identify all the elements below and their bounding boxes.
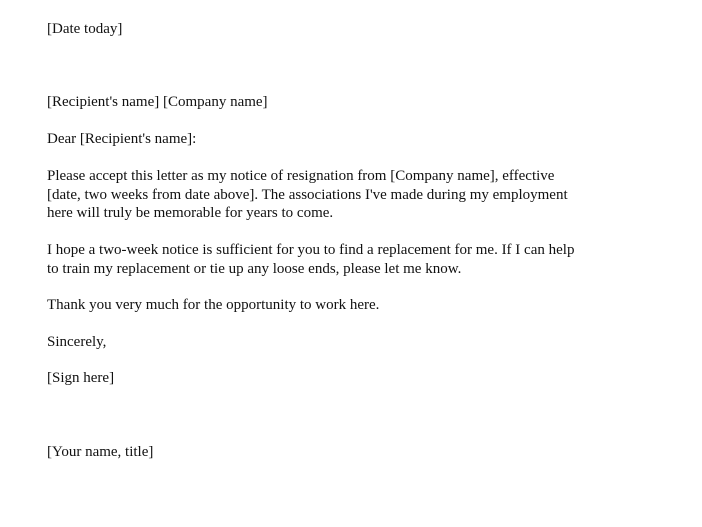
paragraph-line: I hope a two-week notice is sufficient for you to find a replacement for me. If I can help xyxy=(47,242,575,258)
paragraph-line: [date, two weeks from date above]. The associations I've made during my employment xyxy=(47,186,568,203)
date-line: [Date today] xyxy=(47,21,123,37)
paragraph-line: to train my replacement or tie up any loose ends, please let me know. xyxy=(47,260,462,277)
notice-paragraph xyxy=(47,241,574,278)
recipient-line: [Recipient's name] [Company name] xyxy=(47,94,268,110)
paragraph-line: here will truly be memorable for years to come. xyxy=(47,205,334,222)
signature-placeholder: [Sign here] xyxy=(47,370,115,386)
resignation-paragraph xyxy=(47,167,568,223)
paragraph-line: Please accept this letter as my notice of resignation from [Company name], effective xyxy=(47,168,555,184)
closing: Sincerely, xyxy=(47,334,107,350)
name-title-line: [Your name, title] xyxy=(47,444,154,460)
salutation: Dear [Recipient's name]: xyxy=(47,131,197,147)
thanks-paragraph: Thank you very much for the opportunity to work here. xyxy=(47,297,380,313)
